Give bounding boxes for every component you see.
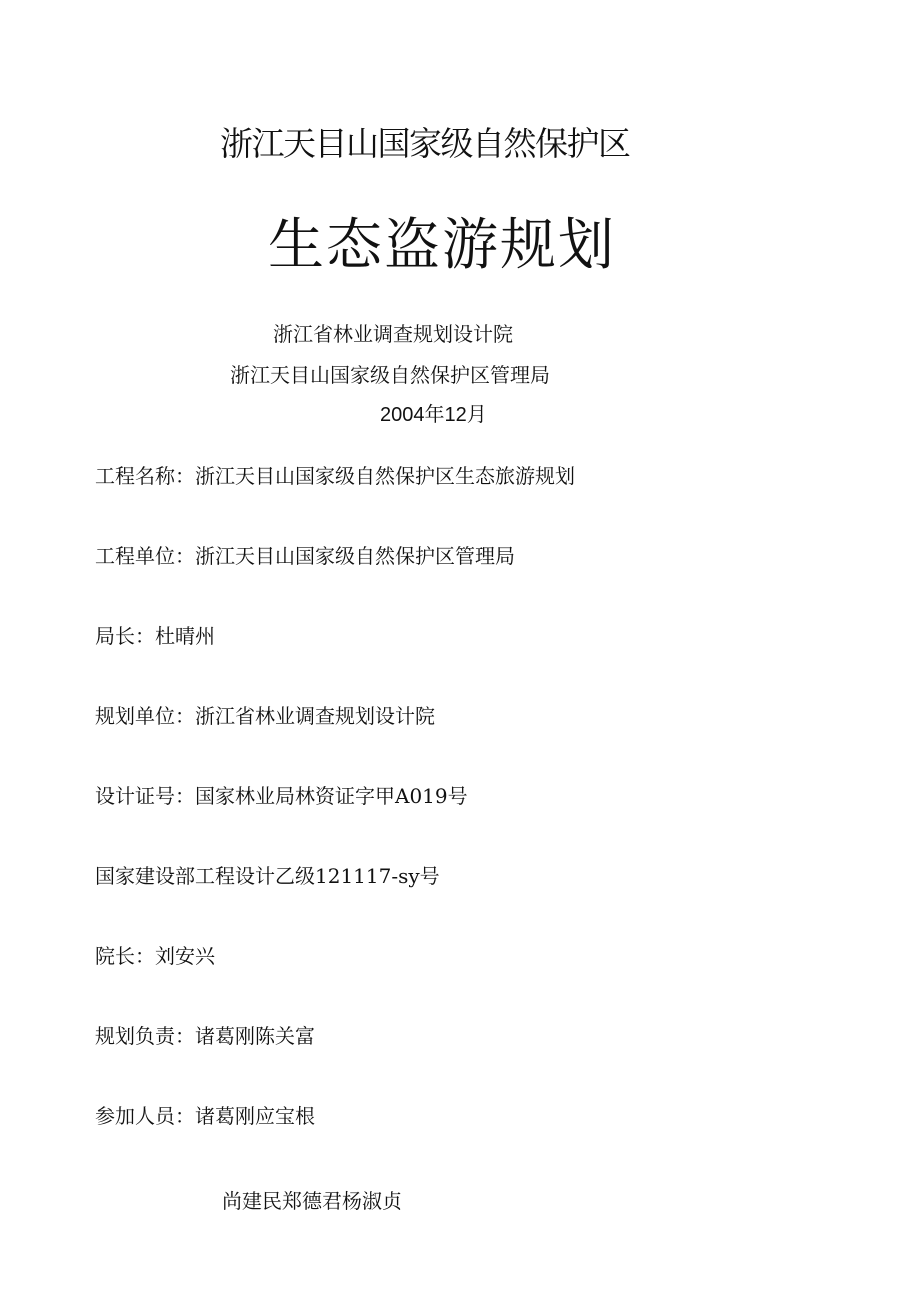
construction-cert-line: 国家建设部工程设计乙级121117-sy号	[95, 864, 440, 888]
publication-date: 2004年12月	[380, 404, 487, 426]
planning-lead-line: 规划负责：诸葛刚陈关富	[95, 1024, 315, 1048]
document-subtitle: 生态盗游规划	[268, 213, 616, 278]
planning-unit-line: 规划单位：浙江省林业调查规划设计院	[95, 704, 435, 728]
participants-continued-line: 尚建民郑德君杨淑贞	[222, 1189, 402, 1213]
project-unit-line: 工程单位：浙江天目山国家级自然保护区管理局	[95, 544, 515, 568]
design-cert-line: 设计证号：国家林业局林资证字甲A019号	[95, 784, 468, 808]
author-org-design-institute: 浙江省林业调查规划设计院	[273, 322, 513, 346]
president-line: 院长：刘安兴	[95, 944, 215, 968]
project-name-line: 工程名称：浙江天目山国家级自然保护区生态旅游规划	[95, 464, 575, 488]
director-line: 局长：杜晴州	[95, 624, 215, 648]
participants-line: 参加人员：诸葛刚应宝根	[95, 1104, 315, 1128]
document-title: 浙江天目山国家级自然保护区	[220, 125, 630, 162]
author-org-management-bureau: 浙江天目山国家级自然保护区管理局	[230, 363, 550, 387]
